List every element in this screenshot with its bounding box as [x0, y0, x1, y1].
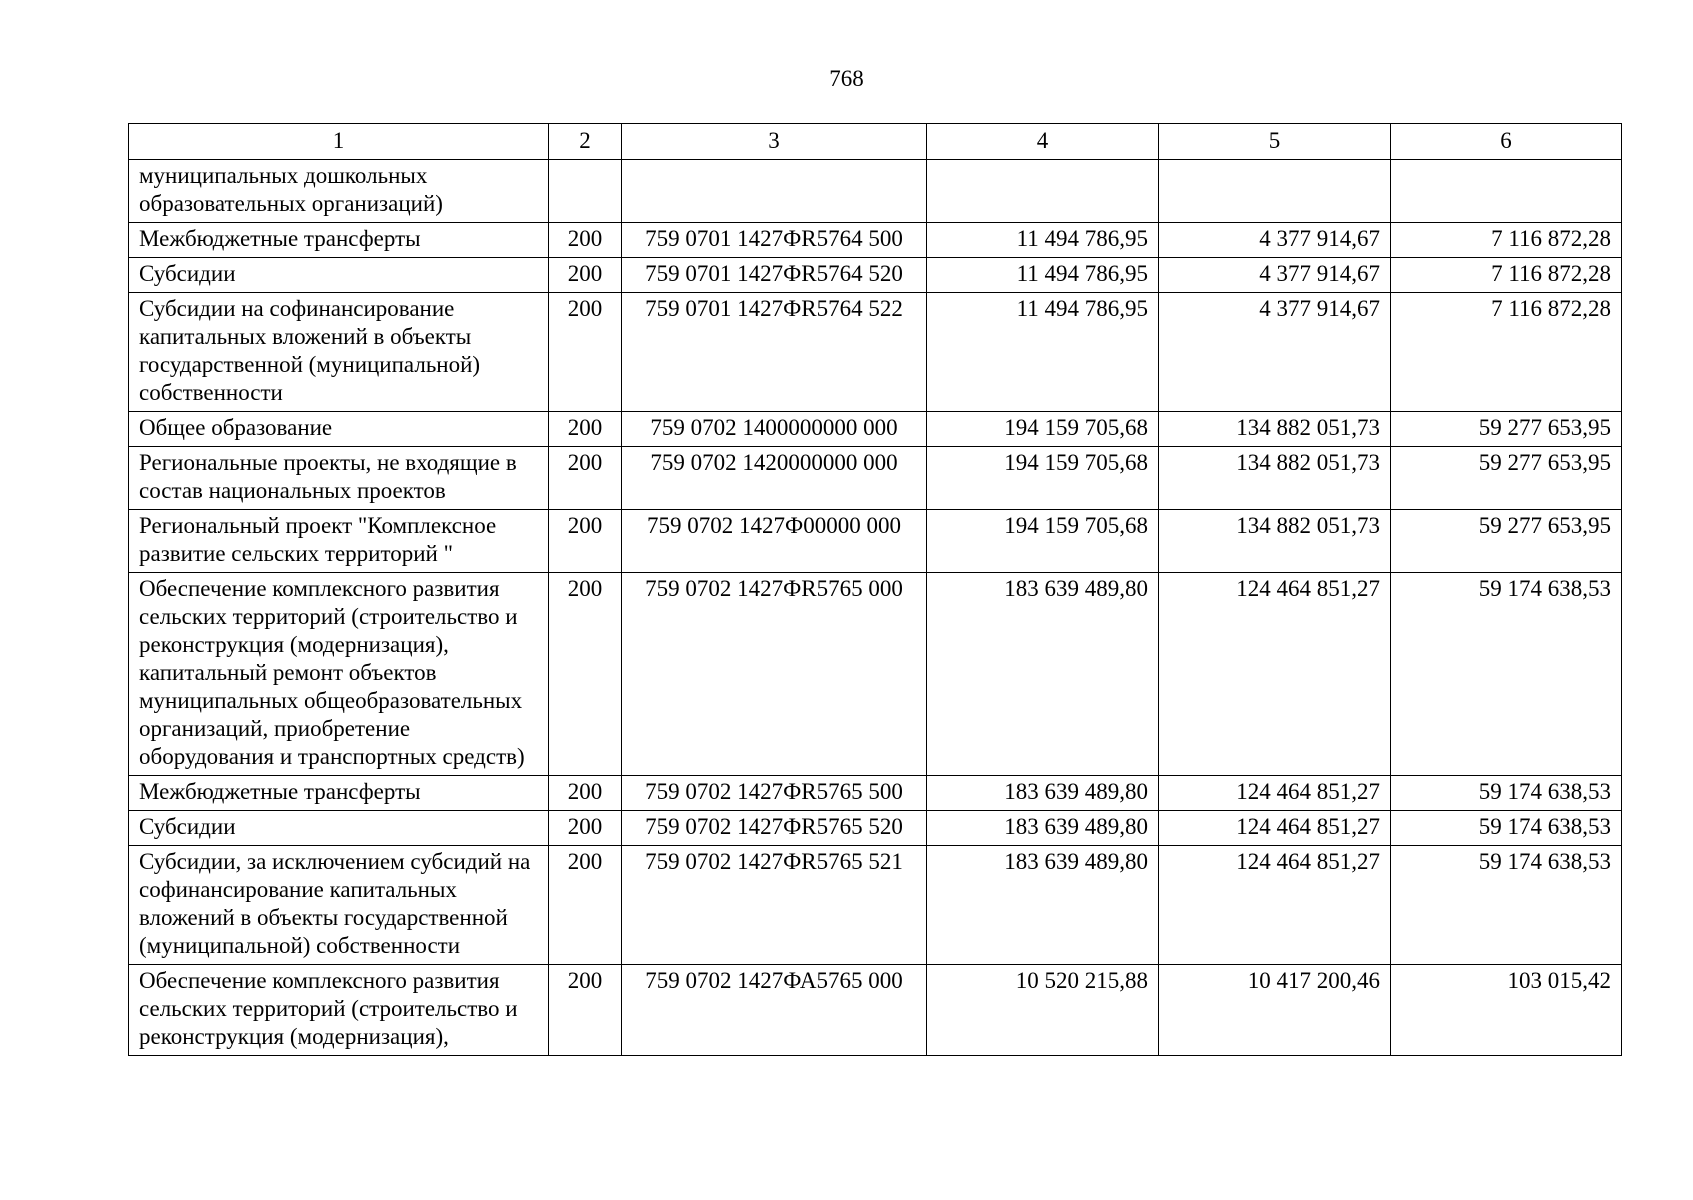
row-code: 200	[549, 412, 622, 447]
row-code: 200	[549, 776, 622, 811]
row-value-4: 10 520 215,88	[927, 965, 1159, 1056]
table-row	[129, 223, 1622, 258]
table-row	[129, 573, 1622, 776]
column-header-2: 2	[549, 124, 622, 160]
row-classification-code: 759 0702 1427ФR5765 520	[622, 811, 927, 846]
row-value-5	[1159, 160, 1391, 223]
row-value-6: 103 015,42	[1391, 965, 1622, 1056]
row-classification-code	[622, 160, 927, 223]
row-value-6: 7 116 872,28	[1391, 223, 1622, 258]
row-value-5: 134 882 051,73	[1159, 510, 1391, 573]
table-row	[129, 293, 1622, 412]
row-value-4: 11 494 786,95	[927, 223, 1159, 258]
table-row	[129, 510, 1622, 573]
row-value-4	[927, 160, 1159, 223]
row-classification-code: 759 0702 1427ФR5765 500	[622, 776, 927, 811]
row-name: Обеспечение комплексного развития сельских территорий (строительство и реконструкция (модернизация), капитальный ремонт объектов муниципальных общеобразовательных организаций, приобретение оборудования и транспортных средств)	[129, 573, 549, 776]
row-name: Субсидии	[129, 811, 549, 846]
table-row	[129, 846, 1622, 965]
row-value-6: 7 116 872,28	[1391, 258, 1622, 293]
row-value-6: 59 174 638,53	[1391, 573, 1622, 776]
row-value-6: 7 116 872,28	[1391, 293, 1622, 412]
row-value-4: 194 159 705,68	[927, 510, 1159, 573]
row-value-4: 194 159 705,68	[927, 412, 1159, 447]
row-classification-code: 759 0701 1427ФR5764 522	[622, 293, 927, 412]
row-value-4: 183 639 489,80	[927, 573, 1159, 776]
row-value-6: 59 277 653,95	[1391, 412, 1622, 447]
row-value-6: 59 174 638,53	[1391, 811, 1622, 846]
row-value-5: 4 377 914,67	[1159, 293, 1391, 412]
row-classification-code: 759 0702 1420000000 000	[622, 447, 927, 510]
table-row	[129, 811, 1622, 846]
row-name: Межбюджетные трансферты	[129, 223, 549, 258]
row-value-4: 11 494 786,95	[927, 258, 1159, 293]
row-name: Общее образование	[129, 412, 549, 447]
row-code: 200	[549, 846, 622, 965]
row-value-4: 194 159 705,68	[927, 447, 1159, 510]
row-name: Субсидии, за исключением субсидий на софинансирование капитальных вложений в объекты государственной (муниципальной) собственности	[129, 846, 549, 965]
row-value-4: 183 639 489,80	[927, 776, 1159, 811]
row-value-6	[1391, 160, 1622, 223]
table-row	[129, 965, 1622, 1056]
row-code: 200	[549, 293, 622, 412]
row-value-4: 183 639 489,80	[927, 811, 1159, 846]
row-name: Обеспечение комплексного развития сельских территорий (строительство и реконструкция (модернизация),	[129, 965, 549, 1056]
row-code: 200	[549, 811, 622, 846]
table-row	[129, 412, 1622, 447]
table-row	[129, 258, 1622, 293]
column-header-6: 6	[1391, 124, 1622, 160]
row-value-6: 59 174 638,53	[1391, 846, 1622, 965]
row-value-5: 10 417 200,46	[1159, 965, 1391, 1056]
column-header-1: 1	[129, 124, 549, 160]
row-code	[549, 160, 622, 223]
row-value-5: 134 882 051,73	[1159, 447, 1391, 510]
row-value-6: 59 174 638,53	[1391, 776, 1622, 811]
row-value-5: 134 882 051,73	[1159, 412, 1391, 447]
row-classification-code: 759 0702 1427Ф00000 000	[622, 510, 927, 573]
row-classification-code: 759 0702 1427ФR5765 521	[622, 846, 927, 965]
row-code: 200	[549, 258, 622, 293]
row-code: 200	[549, 447, 622, 510]
header-row	[129, 124, 1622, 160]
row-value-5: 124 464 851,27	[1159, 573, 1391, 776]
column-header-4: 4	[927, 124, 1159, 160]
column-header-3: 3	[622, 124, 927, 160]
row-code: 200	[549, 965, 622, 1056]
row-name: Субсидии	[129, 258, 549, 293]
row-classification-code: 759 0702 1400000000 000	[622, 412, 927, 447]
row-classification-code: 759 0702 1427ФА5765 000	[622, 965, 927, 1056]
row-value-6: 59 277 653,95	[1391, 510, 1622, 573]
row-code: 200	[549, 223, 622, 258]
row-value-5: 4 377 914,67	[1159, 223, 1391, 258]
row-value-5: 4 377 914,67	[1159, 258, 1391, 293]
row-code: 200	[549, 573, 622, 776]
table-row	[129, 160, 1622, 223]
table-row	[129, 447, 1622, 510]
row-value-4: 11 494 786,95	[927, 293, 1159, 412]
page-number: 768	[829, 66, 864, 91]
row-value-5: 124 464 851,27	[1159, 776, 1391, 811]
row-name: Региональные проекты, не входящие в состав национальных проектов	[129, 447, 549, 510]
row-code: 200	[549, 510, 622, 573]
row-name: Региональный проект "Комплексное развитие сельских территорий "	[129, 510, 549, 573]
row-classification-code: 759 0701 1427ФR5764 520	[622, 258, 927, 293]
column-header-5: 5	[1159, 124, 1391, 160]
row-classification-code: 759 0702 1427ФR5765 000	[622, 573, 927, 776]
table-row	[129, 776, 1622, 811]
row-name: Межбюджетные трансферты	[129, 776, 549, 811]
row-value-5: 124 464 851,27	[1159, 811, 1391, 846]
row-value-6: 59 277 653,95	[1391, 447, 1622, 510]
budget-table	[128, 123, 1622, 1056]
row-value-5: 124 464 851,27	[1159, 846, 1391, 965]
row-name: муниципальных дошкольных образовательных организаций)	[129, 160, 549, 223]
row-classification-code: 759 0701 1427ФR5764 500	[622, 223, 927, 258]
row-name: Субсидии на софинансирование капитальных вложений в объекты государственной (муниципальной) собственности	[129, 293, 549, 412]
row-value-4: 183 639 489,80	[927, 846, 1159, 965]
